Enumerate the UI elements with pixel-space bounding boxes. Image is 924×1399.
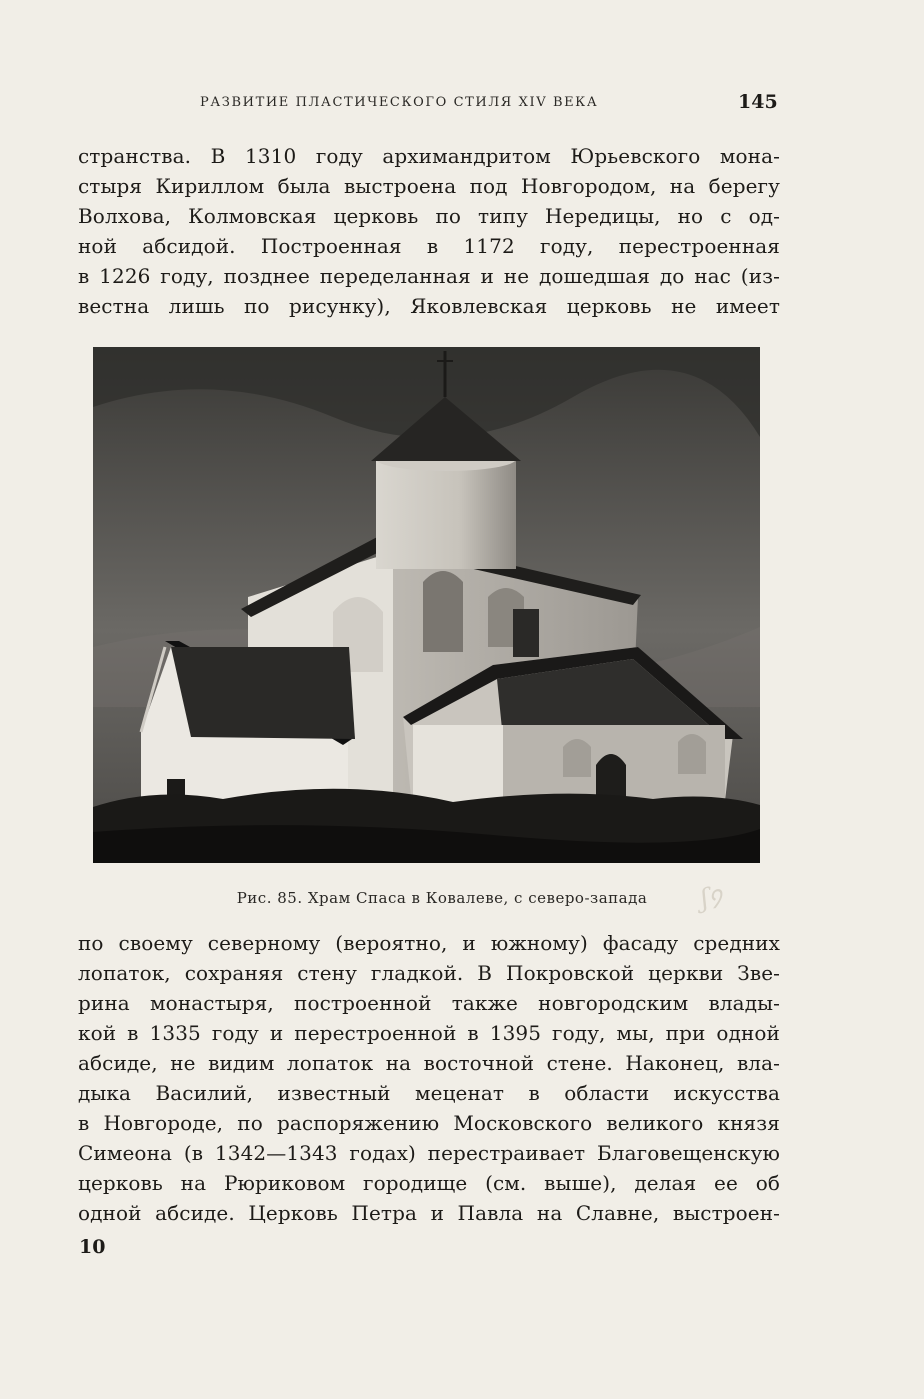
text-line: лопаток, сохраняя стену гладкой. В Покровской церкви Зве- <box>78 961 780 985</box>
text-line: вестна лишь по рисунку), Яковлевская церковь не имеет <box>78 294 780 318</box>
text-line: ной абсидой. Построенная в 1172 году, перестроенная <box>78 234 780 258</box>
paragraph-1 <box>78 141 780 321</box>
church-illustration <box>93 347 760 863</box>
church-photograph <box>93 347 760 863</box>
text-line: рина монастыря, построенной также новгородским влады- <box>78 991 780 1015</box>
text-line: кой в 1335 году и перестроенной в 1395 году, мы, при одной <box>78 1021 780 1045</box>
printer-signature: 10 <box>79 1236 106 1258</box>
figure-caption <box>0 889 924 907</box>
text-line: в 1226 году, позднее переделанная и не дошедшая до нас (из- <box>78 264 780 288</box>
text-line: одной абсиде. Церковь Петра и Павла на Славне, выстроен- <box>78 1201 780 1225</box>
running-title: РАЗВИТИЕ ПЛАСТИЧЕСКОГО СТИЛЯ XIV ВЕКА <box>200 95 599 110</box>
text-line: Волхова, Колмовская церковь по типу Нередицы, но с од- <box>78 204 780 228</box>
text-line: в Новгороде, по распоряжению Московского великого князя <box>78 1111 780 1135</box>
text-line: стыря Кириллом была выстроена под Новгородом, на берегу <box>78 174 780 198</box>
pencil-annotation: ʃ᠀ <box>698 881 724 915</box>
text-line: Симеона (в 1342—1343 годах) перестраивает Благовещенскую <box>78 1141 780 1165</box>
text-line: дыка Василий, известный меценат в области искусства <box>78 1081 780 1105</box>
text-line: церковь на Рюриковом городище (см. выше), делая ее об <box>78 1171 780 1195</box>
text-line: по своему северному (вероятно, и южному) фасаду средних <box>78 931 780 955</box>
paragraph-2 <box>78 928 780 1228</box>
running-head <box>0 93 924 115</box>
text-line: странства. В 1310 году архимандритом Юрьевского мона- <box>78 144 780 168</box>
page-number: 145 <box>738 91 778 113</box>
caption-text: Рис. 85. Храм Спаса в Ковалеве, с северо-запада <box>236 889 648 907</box>
text-line: абсиде, не видим лопаток на восточной стене. Наконец, вла- <box>78 1051 780 1075</box>
